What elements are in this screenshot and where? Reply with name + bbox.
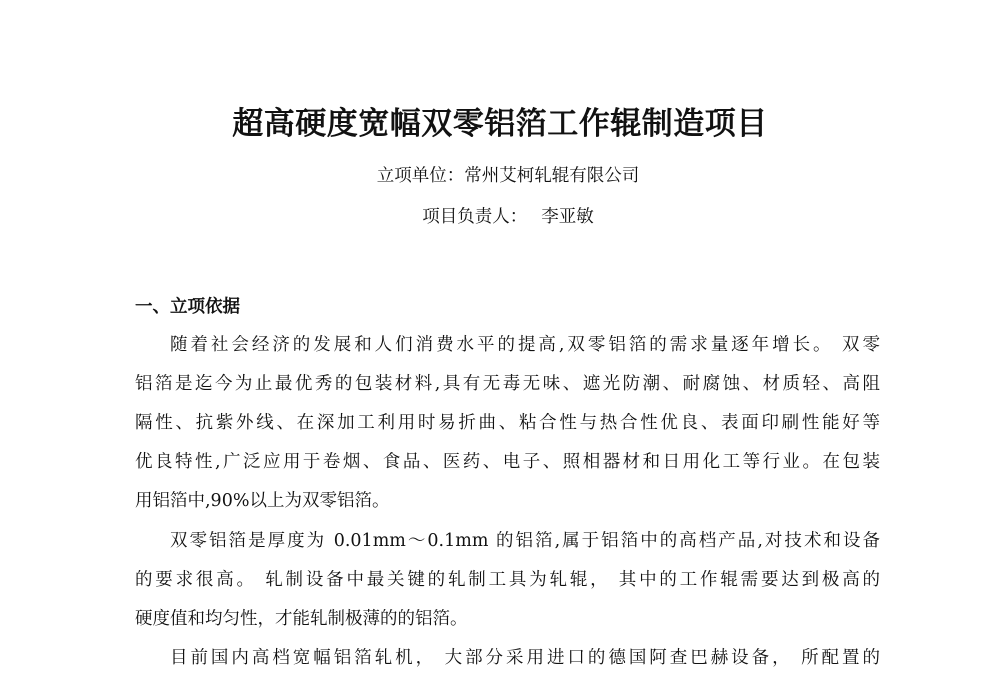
paragraph-line: 铝箔是迄今为止最优秀的包装材料,具有无毒无味、遮光防潮、耐腐蚀、材质轻、高阻 [135,374,880,394]
paragraph-line: 硬度值和均匀性，才能轧制极薄的的铝箔。 [135,609,468,629]
paragraph-line: 用铝箔中,90%以上为双零铝箔。 [135,491,390,511]
paragraph-demand-growth [135,326,880,521]
paragraph-line: 随着社会经济的发展和人们消费水平的提高,双零铝箔的需求量逐年增长。 双零 [170,335,880,355]
paragraph-line: 隔性、抗紫外线、在深加工利用时易折曲、粘合性与热合性优良、表面印刷性能好等 [135,413,880,433]
project-leader-line [8,203,1008,228]
document-title: 超高硬度宽幅双零铝箔工作辊制造项目 [232,106,768,142]
section-heading: 一、立项依据 [135,297,240,317]
paragraph-line: 双零铝箔是厚度为 0.01mm～0.1mm 的铝箔,属于铝箔中的高档产品,对技术和设备 [170,531,880,551]
paragraph-line: 的要求很高。 轧制设备中最关键的轧制工具为轧辊， 其中的工作辊需要达到极高的 [135,570,880,590]
paragraph-rolling-mills [135,639,880,678]
project-leader-value: 李亚敏 [541,207,594,227]
paragraph-foil-thickness [135,522,880,639]
paragraph-line: 优良特性,广泛应用于卷烟、食品、医药、电子、照相器材和日用化工等行业。在包装 [135,452,880,472]
paragraph-line: 目前国内高档宽幅铝箔轧机， 大部分采用进口的德国阿查巴赫设备， 所配置的 [170,648,880,668]
project-leader-label: 项目负责人： [422,207,528,227]
project-unit-value: 常州艾柯轧辊有限公司 [464,166,640,186]
project-unit-line [8,162,1008,187]
project-unit-label: 立项单位： [376,166,465,186]
